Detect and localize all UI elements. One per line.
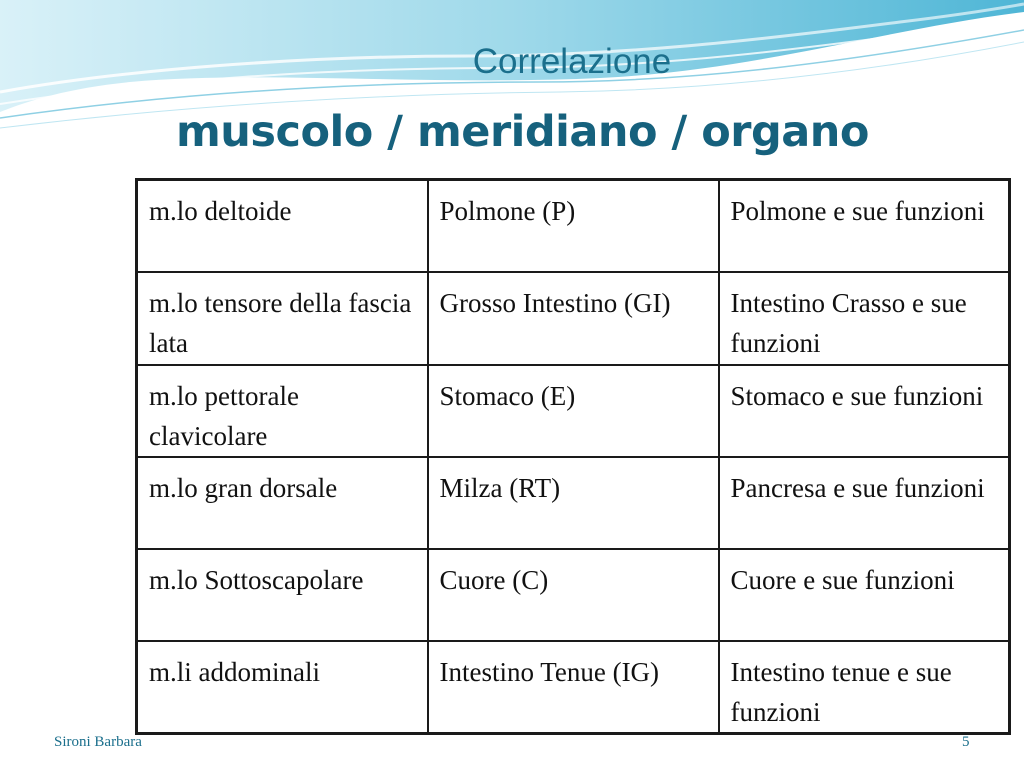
organ-cell: Intestino tenue e sue funzioni [719,641,1010,734]
organ-cell: Cuore e sue funzioni [719,549,1010,641]
muscle-cell: m.lo Sottoscapolare [137,549,428,641]
muscle-cell: m.lo tensore della fascia lata [137,272,428,365]
correlation-table [135,178,1011,735]
table-row [137,180,1010,272]
slide-subtitle: Correlazione [472,42,672,81]
meridian-cell: Stomaco (E) [428,365,719,457]
muscle-cell: m.lo gran dorsale [137,457,428,549]
meridian-cell: Milza (RT) [428,457,719,549]
table-row [137,549,1010,641]
page-number: 5 [962,734,970,750]
meridian-cell: Polmone (P) [428,180,719,272]
organ-cell: Intestino Crasso e sue funzioni [719,272,1010,365]
muscle-cell: m.lo pettorale clavicolare [137,365,428,457]
table-row [137,641,1010,734]
muscle-cell: m.li addominali [137,641,428,734]
muscle-cell: m.lo deltoide [137,180,428,272]
meridian-cell: Cuore (C) [428,549,719,641]
table-row [137,272,1010,365]
organ-cell: Pancresa e sue funzioni [719,457,1010,549]
organ-cell: Polmone e sue funzioni [719,180,1010,272]
meridian-cell: Grosso Intestino (GI) [428,272,719,365]
footer-author: Sironi Barbara [54,734,142,750]
table-row [137,365,1010,457]
table-row [137,457,1010,549]
organ-cell: Stomaco e sue funzioni [719,365,1010,457]
slide-title: muscolo / meridiano / organo [176,107,869,157]
meridian-cell: Intestino Tenue (IG) [428,641,719,734]
